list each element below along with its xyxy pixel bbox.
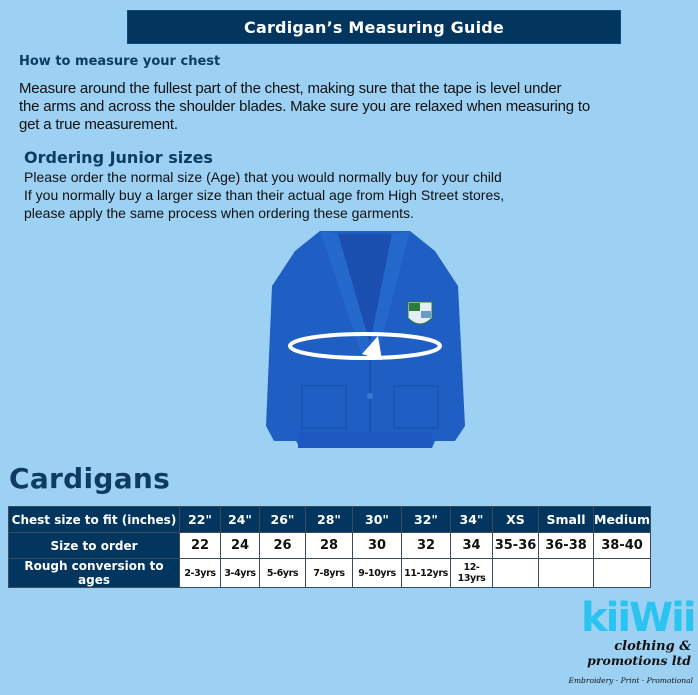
table-cell: 34 [451,533,493,559]
table-cell: 24" [221,507,260,533]
table-cell: 30" [353,507,402,533]
table-cell: Medium [594,507,651,533]
measure-line: Measure around the fullest part of the chest, making sure that the tape is level under [19,80,562,97]
table-cell: 35-36 [493,533,539,559]
junior-line: please apply the same process when ordering these garments. [24,205,414,221]
table-cell: 28 [306,533,353,559]
table-cell: 22" [180,507,221,533]
cardigan-illustration-icon [260,226,470,456]
table-cell: 9-10yrs [353,559,402,588]
table-cell: 5-6yrs [260,559,306,588]
table-cell: 28" [306,507,353,533]
junior-line: Please order the normal size (Age) that you would normally buy for your child [24,169,502,185]
table-cell: 11-12yrs [402,559,451,588]
row-label: Chest size to fit (inches) [9,507,180,533]
measure-heading: How to measure your chest [19,54,221,69]
table-cell: 34" [451,507,493,533]
row-label: Rough conversion to ages [9,559,180,588]
junior-heading: Ordering Junior sizes [24,148,213,167]
table-cell [539,559,594,588]
table-cell: 26" [260,507,306,533]
table-cell: 2-3yrs [180,559,221,588]
measure-line: the arms and across the shoulder blades. Make sure you are relaxed when measuring to [19,98,591,115]
table-cell: 30 [353,533,402,559]
logo-line2: promotions ltd [587,653,691,668]
table-cell: 3-4yrs [221,559,260,588]
table-cell: 36-38 [539,533,594,559]
table-row [9,533,651,559]
row-label: Size to order [9,533,180,559]
cardigan-image [260,226,470,456]
table-cell: 22 [180,533,221,559]
table-cell: 32 [402,533,451,559]
table-cell: Small [539,507,594,533]
table-cell: 38-40 [594,533,651,559]
table-row [9,559,651,588]
table-cell: 24 [221,533,260,559]
kiiwii-logo [568,595,695,692]
cardigans-heading: Cardigans [9,462,171,495]
logo-line1: clothing & [614,639,691,654]
table-cell: 7-8yrs [306,559,353,588]
table-cell [493,559,539,588]
page-title: Cardigan’s Measuring Guide [244,17,504,37]
table-cell: 32" [402,507,451,533]
size-chart-table [8,506,651,588]
junior-instructions [24,168,584,222]
logo-wordmark: kiiWii [581,595,695,641]
table-cell [594,559,651,588]
table-row [9,507,651,533]
table-cell: 26 [260,533,306,559]
measure-line: get a true measurement. [19,116,178,133]
page-title-banner [127,10,621,44]
logo-tagline: Embroidery · Print · Promotional [568,676,693,685]
table-cell: XS [493,507,539,533]
junior-line: If you normally buy a larger size than their actual age from High Street stores, [24,187,505,203]
table-cell: 12-13yrs [451,559,493,588]
measure-instructions [19,80,619,134]
